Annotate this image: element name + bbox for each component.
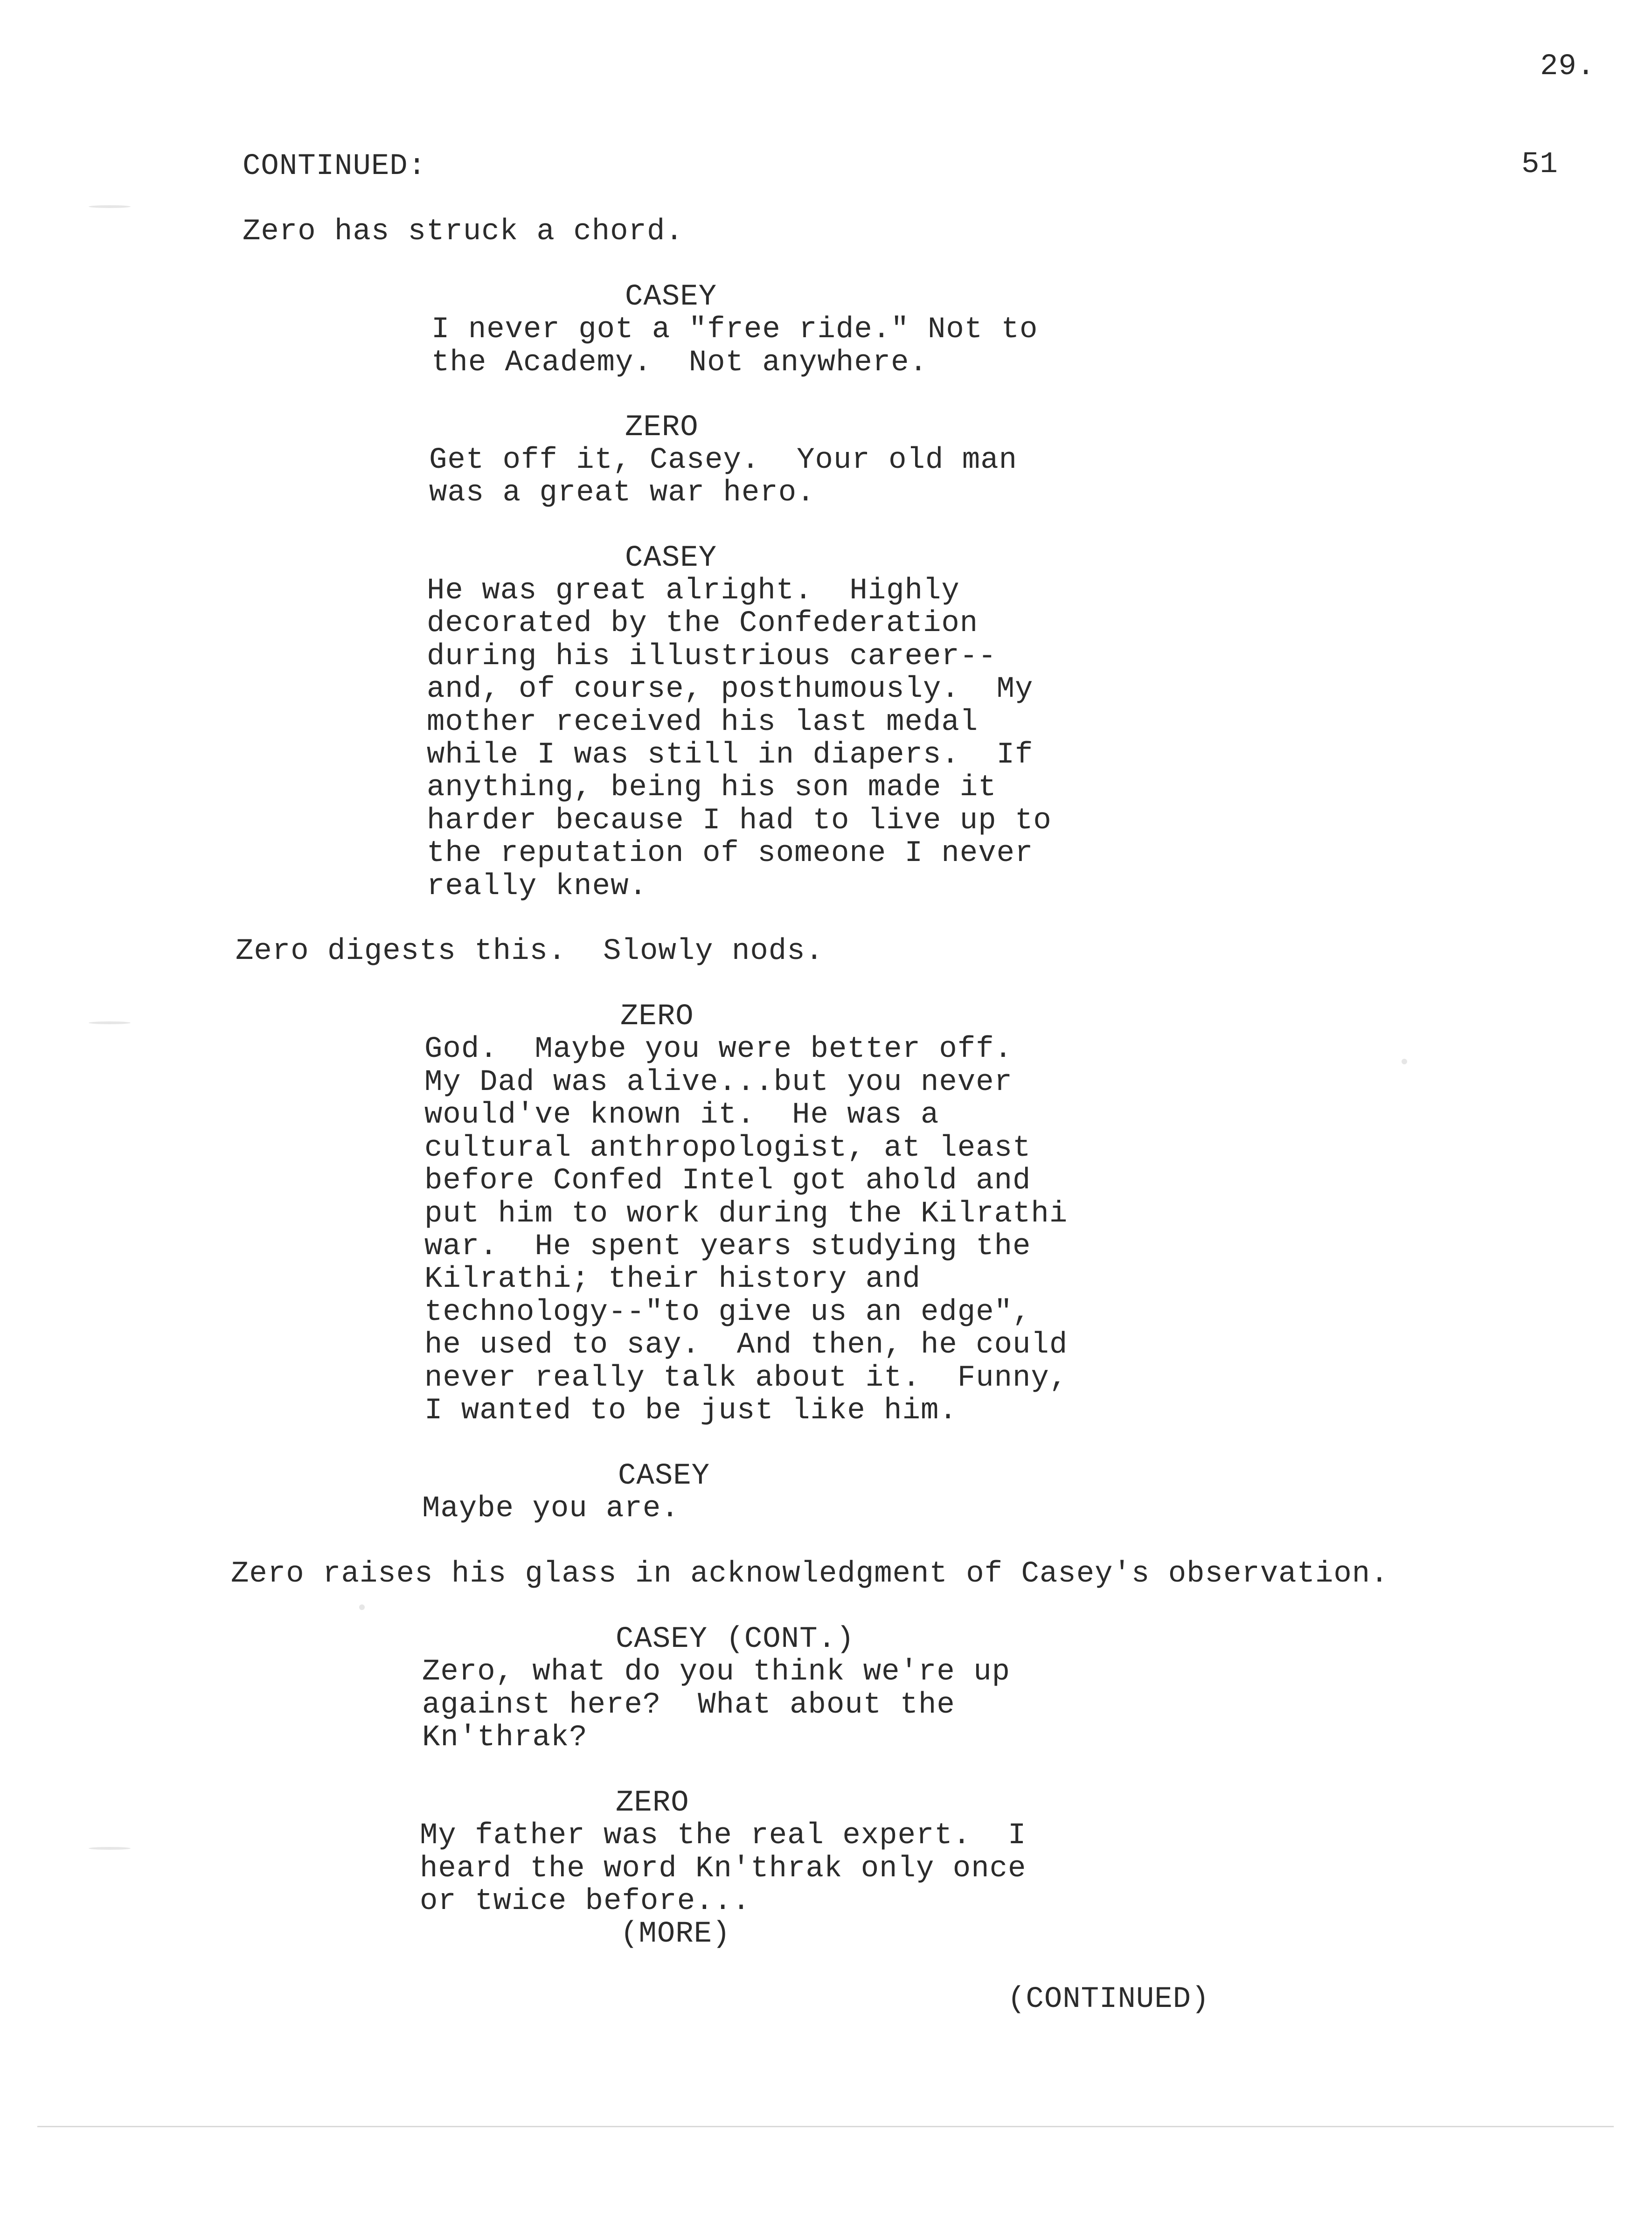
dialogue-line: war. He spent years studying the: [424, 1230, 1031, 1263]
dialogue-line: cultural anthropologist, at least: [424, 1131, 1031, 1165]
dialogue-line: He was great alright. Highly: [427, 574, 960, 608]
dialogue-line: really knew.: [427, 870, 647, 903]
character-name: ZERO: [620, 1000, 694, 1034]
dialogue-line: Zero, what do you think we're up: [422, 1655, 1010, 1689]
action-line: Zero digests this. Slowly nods.: [236, 935, 824, 968]
scan-speck: [359, 1604, 365, 1610]
dialogue-line: put him to work during the Kilrathi: [424, 1197, 1068, 1231]
dialogue-line: I wanted to be just like him.: [424, 1394, 958, 1428]
dialogue-line: Kn'thrak?: [422, 1721, 588, 1755]
dialogue-line: the reputation of someone I never: [427, 837, 1034, 870]
scan-speck: [89, 1021, 131, 1024]
dialogue-line: or twice before...: [420, 1885, 751, 1918]
character-name: ZERO: [616, 1786, 689, 1820]
dialogue-line: mother received his last medal: [427, 706, 979, 739]
dialogue-line: technology--"to give us an edge",: [424, 1296, 1031, 1329]
dialogue-line: before Confed Intel got ahold and: [424, 1164, 1031, 1198]
dialogue-line: My Dad was alive...but you never: [424, 1066, 1013, 1099]
scan-speck: [89, 1847, 131, 1850]
dialogue-line: while I was still in diapers. If: [427, 738, 1034, 772]
scan-speck: [1402, 1059, 1407, 1064]
dialogue-line: God. Maybe you were better off.: [424, 1033, 1013, 1066]
character-name: CASEY: [618, 1459, 710, 1493]
character-name: CASEY: [625, 541, 717, 575]
dialogue-line: was a great war hero.: [429, 476, 815, 510]
scan-speck: [89, 205, 131, 208]
scan-edge-line: [37, 2126, 1614, 2127]
dialogue-line: heard the word Kn'thrak only once: [420, 1852, 1027, 1886]
action-line: Zero has struck a chord.: [243, 215, 684, 249]
character-name: CASEY: [625, 280, 717, 314]
dialogue-line: My father was the real expert. I: [420, 1819, 1027, 1853]
dialogue-line: harder because I had to live up to: [427, 804, 1052, 838]
character-name: ZERO: [625, 411, 699, 444]
dialogue-line: I never got a "free ride." Not to: [431, 313, 1038, 347]
dialogue-line: Get off it, Casey. Your old man: [429, 444, 1017, 477]
dialogue-line: the Academy. Not anywhere.: [431, 346, 928, 380]
character-name: CASEY (CONT.): [616, 1623, 855, 1656]
scene-number: 51: [1521, 148, 1558, 181]
dialogue-line: Kilrathi; their history and: [424, 1263, 921, 1296]
dialogue-line: anything, being his son made it: [427, 771, 997, 805]
dialogue-line: never really talk about it. Funny,: [424, 1361, 1068, 1395]
dialogue-line: would've known it. He was a: [424, 1098, 939, 1132]
dialogue-line: decorated by the Confederation: [427, 607, 979, 640]
dialogue-line: Maybe you are.: [422, 1492, 680, 1526]
dialogue-line: against here? What about the: [422, 1688, 955, 1722]
more-parenthetical: (MORE): [620, 1917, 731, 1951]
continued-header: CONTINUED:: [243, 150, 427, 183]
action-line: Zero raises his glass in acknowledgment of Casey's observation.: [231, 1557, 1389, 1591]
continued-footer: (CONTINUED): [1007, 1983, 1210, 2016]
dialogue-line: he used to say. And then, he could: [424, 1328, 1068, 1362]
dialogue-line: and, of course, posthumously. My: [427, 673, 1034, 706]
page-number: 29.: [1540, 50, 1596, 83]
dialogue-line: during his illustrious career--: [427, 640, 997, 673]
